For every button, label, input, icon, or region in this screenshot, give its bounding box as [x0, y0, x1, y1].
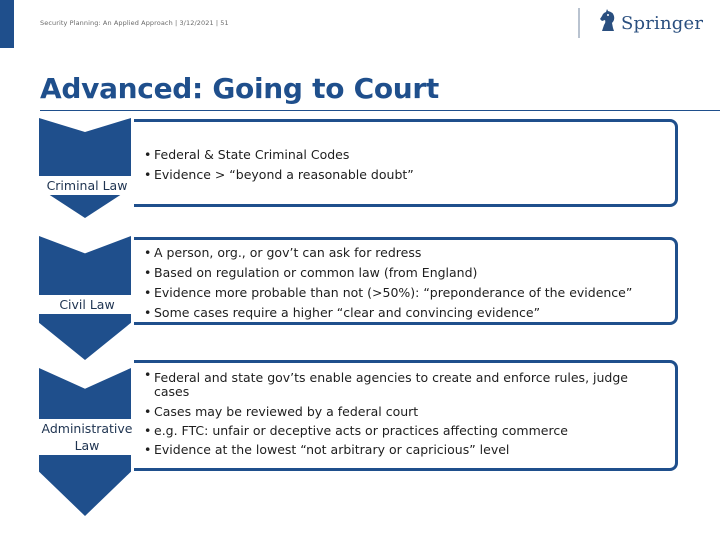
bullet-item: • A person, org., or gov’t can ask for redress [144, 243, 661, 263]
section-label-administrative-law: Administrative Law [36, 419, 138, 455]
section-box-civil-law [134, 237, 678, 325]
bullet-item: • Evidence at the lowest “not arbitrary or capricious” level [144, 440, 661, 459]
chevron-criminal-law [39, 118, 131, 218]
bullet-item: • Evidence more probable than not (>50%): “preponderance of the evidence” [144, 283, 661, 303]
bullet-item: • Cases may be reviewed by a federal court [144, 402, 661, 421]
springer-logo [598, 10, 703, 36]
bullet-list-administrative-law [144, 368, 661, 459]
header-divider [578, 8, 580, 38]
bullet-list-criminal-law [144, 145, 661, 185]
logo-text: Springer [621, 12, 704, 34]
header-footer-text: Security Planning: An Applied Approach | 3/12/2021 | 51 [40, 19, 229, 27]
bullet-item: • Federal and state gov’ts enable agencies to create and enforce rules, judge cases [144, 368, 661, 402]
section-label-criminal-law: Criminal Law [36, 176, 138, 195]
bullet-list-civil-law [144, 243, 661, 323]
bullet-item: • Federal & State Criminal Codes [144, 145, 661, 165]
title-underline [40, 110, 720, 111]
horse-chess-knight-icon [598, 9, 618, 37]
bullet-item: • Evidence > “beyond a reasonable doubt” [144, 165, 661, 185]
section-box-administrative-law [134, 360, 678, 471]
bullet-item: • e.g. FTC: unfair or deceptive acts or practices affecting commerce [144, 421, 661, 440]
section-label-civil-law: Civil Law [36, 295, 138, 314]
page-title: Advanced: Going to Court [40, 72, 439, 105]
bullet-item: • Based on regulation or common law (from England) [144, 263, 661, 283]
section-box-criminal-law [134, 119, 678, 207]
header-accent-bar [0, 0, 14, 48]
bullet-item: • Some cases require a higher “clear and convincing evidence” [144, 303, 661, 323]
